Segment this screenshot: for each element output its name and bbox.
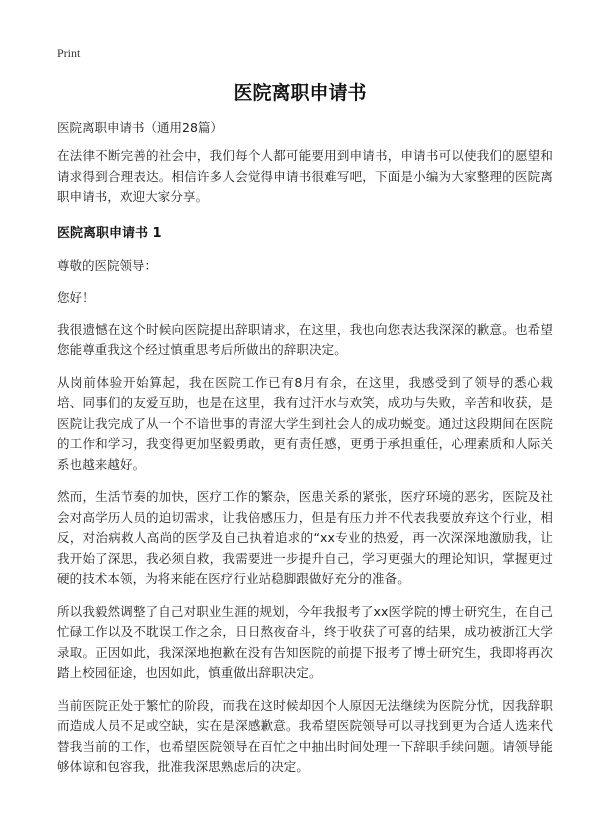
hello-line: 您好！ xyxy=(57,289,95,305)
body-paragraph: 从岗前体验开始算起，我在医院工作已有8月有余，在这里，我感受到了领导的悉心栽培、同事们的友爱互助，也是在这里，我有过汗水与欢笑，成功与失败，辛苦和收获，是医院让我完成了从一个不谙世事的青涩大学生到社会人的成功蜕变。通过这段期间在医院的工作和学习，我变得更加坚毅勇敢，更有责任感，更勇于承担重任，心理素质和人际关系也越来越好。 xyxy=(57,374,553,472)
body-paragraph: 所以我毅然调整了自己对职业生涯的规划，今年我报考了xx医学院的博士研究生，在自己忙碌工作以及不耽误工作之余，日日熬夜奋斗，终于收获了可喜的结果，成功被浙江大学录取。正因如此，我深深地抱歉在没有告知医院的前提下报考了博士研究生，我即将再次踏上校园征途，也因如此，慎重做出辞职决定。 xyxy=(57,603,553,680)
print-link[interactable]: Print xyxy=(57,46,81,60)
body-paragraph: 我很遗憾在这个时候向医院提出辞职请求，在这里，我也向您表达我深深的歉意。也希望您能尊重我这个经过慎重思考后所做出的辞职决定。 xyxy=(57,321,553,357)
intro-paragraph: 在法律不断完善的社会中，我们每个人都可能要用到申请书，申请书可以使我们的愿望和请求得到合理表达。相信许多人会觉得申请书很难写吧，下面是小编为大家整理的医院离职申请书，欢迎大家分享。 xyxy=(57,148,553,204)
greeting: 尊敬的医院领导： xyxy=(57,257,158,273)
page-title: 医院离职申请书 xyxy=(233,82,367,104)
body-paragraph: 然而，生活节奏的加快，医疗工作的繁杂，医患关系的紧张，医疗环境的恶劣，医院及社会对高学历人员的迫切需求，让我倍感压力，但是有压力并不代表我要放弃这个行业，相反，对治病救人高尚的医学及自己执着追求的“xx专业的热爱，再一次深深地激励我，让我开始了深思，我必须自救，我需要进一步提升自己，学习更强大的理论知识，掌握更过硬的技术本领，为将来能在医疗行业站稳脚跟做好充分的准备。 xyxy=(57,489,553,586)
body-paragraph: 当前医院正处于繁忙的阶段，而我在这时候却因个人原因无法继续为医院分忧，因我辞职而造成人员不足或空缺，实在是深感歉意。我希望医院领导可以寻找到更为合适人选来代替我当前的工作，也希望医院领导在百忙之中抽出时间处理一下辞职手续问题。请领导能够体谅和包容我，批准我深思熟虑后的决定。 xyxy=(57,697,553,774)
document-body xyxy=(57,118,553,790)
section-heading: 医院离职申请书 1 xyxy=(57,225,162,241)
document-subtitle: 医院离职申请书（通用28篇） xyxy=(57,120,223,135)
